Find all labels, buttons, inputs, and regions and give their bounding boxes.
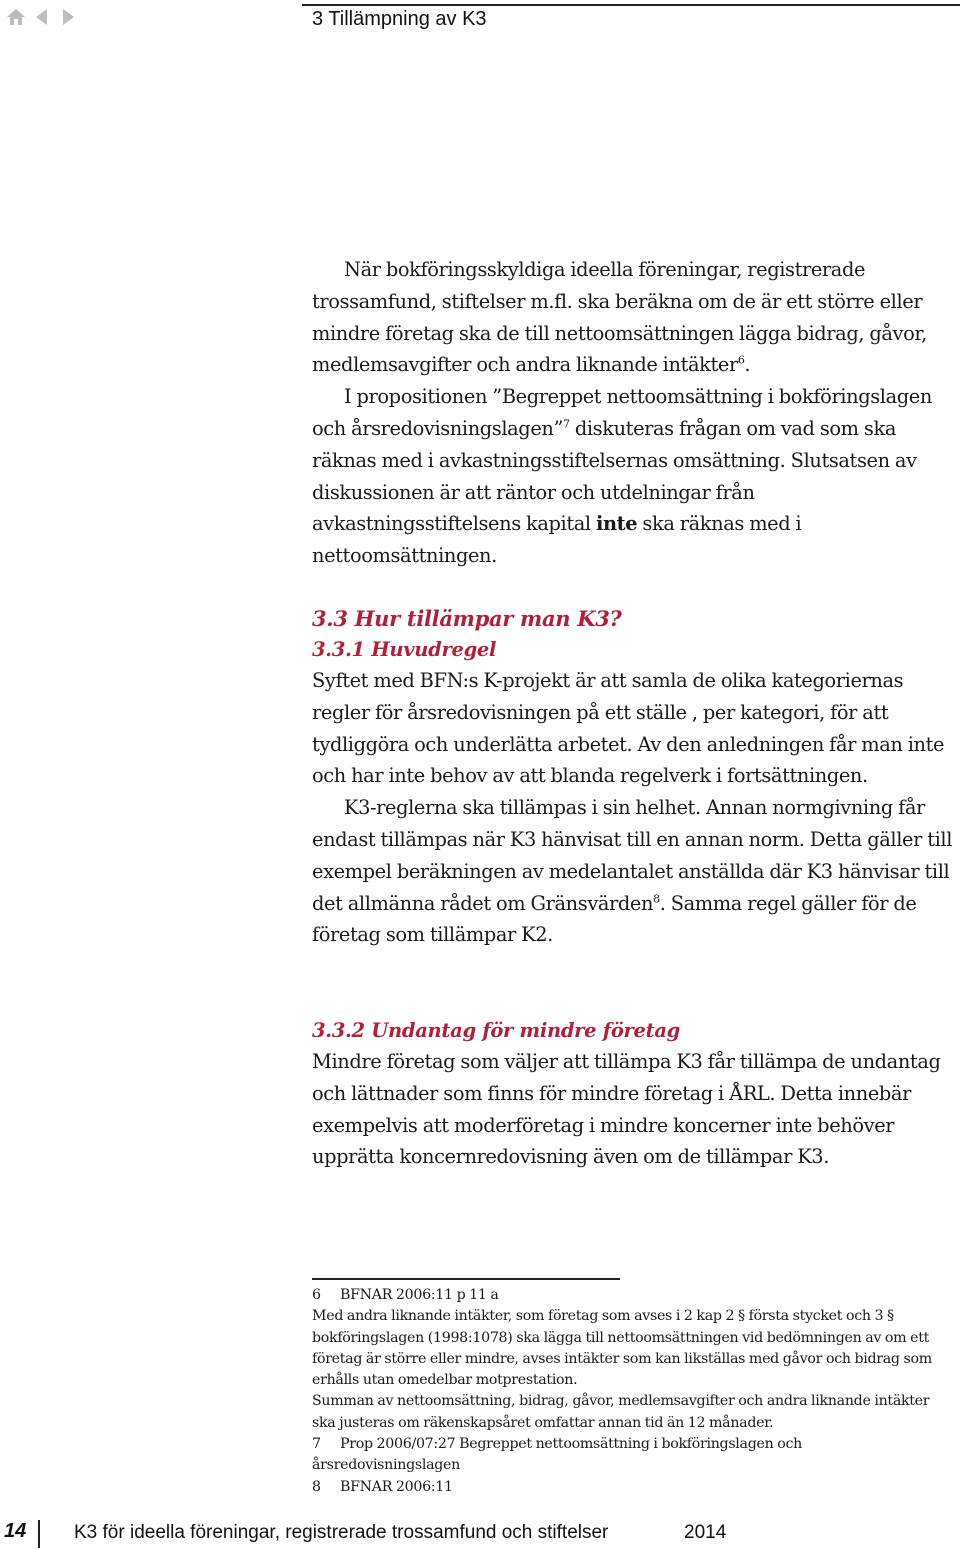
page-number: 14 xyxy=(4,1520,27,1542)
section-heading: 3.3 Hur tillämpar man K3? xyxy=(312,606,622,631)
subsection-heading: 3.3.1 Huvudregel xyxy=(312,638,497,661)
paragraph-intro xyxy=(312,254,952,381)
main-content xyxy=(312,254,952,572)
footnote-8 xyxy=(312,1477,952,1498)
footnote-number: 8 xyxy=(312,1478,321,1495)
emphasis-text: inte xyxy=(595,512,638,536)
footnote-title: BFNAR 2006:11 p 11 a xyxy=(340,1287,499,1303)
footnote-ref-8[interactable]: 8 xyxy=(653,892,660,906)
footnotes xyxy=(312,1285,952,1498)
footnote-text: BFNAR 2006:11 xyxy=(340,1478,453,1495)
footnote-number: 7 xyxy=(312,1436,321,1453)
footer-title: K3 för ideella föreningar, registrerade trossamfund och stiftelser xyxy=(74,1522,609,1543)
paragraph-text: K3-reglerna ska tillämpas i sin helhet. Annan normgivning får endast tillämpas när K3 hänvisat till en annan norm. Detta gäller till exempel beräkningen av medelantalet anställda där K3 hänvisar till det allmänna rådet om Gränsvärden xyxy=(312,796,953,915)
footnote-text: Prop 2006/07:27 Begreppet nettoomsättning i bokföringslagen och årsredovisningslagen xyxy=(312,1436,802,1474)
triangle-right-icon[interactable] xyxy=(58,7,78,27)
paragraph-text: . Samma regel gäller för de företag som tillämpar K2. xyxy=(312,891,917,947)
paragraph-main-rule: Syftet med BFN:s K-projekt är att samla de olika kategoriernas regler för årsredovisningen på ett ställe , per kategori, för att tydliggöra och underlätta arbetet. Av den anledningen får man inte och har inte behov av att blanda regelverk i fortsättningen. xyxy=(312,669,945,788)
subsection-heading: 3.3.2 Undantag för mindre företag xyxy=(312,1019,680,1042)
footer-year: 2014 xyxy=(684,1522,727,1543)
section-3-3-2 xyxy=(312,1015,952,1173)
triangle-left-icon[interactable] xyxy=(32,7,52,27)
section-3-3 xyxy=(312,603,952,951)
page-footer xyxy=(0,1520,960,1548)
paragraph-k3-rules xyxy=(312,792,952,951)
paragraph-text: diskuteras frågan om vad som ska räknas med i avkastningsstiftelsernas omsättning. Slutsatsen av diskussionen är att räntor och utdelningar från avkastningsstiftelsens kapital xyxy=(312,416,917,536)
home-icon[interactable] xyxy=(6,7,26,27)
footnote-rule xyxy=(312,1278,620,1280)
paragraph-text: När bokföringsskyldiga ideella föreningar, registrerade trossamfund, stiftelser m.fl. ska beräkna om de är ett större eller mindre företag ska de till nettoomsättningen lägga bidrag, gåvor, medlemsavgifter och andra liknande intäkter xyxy=(312,258,927,377)
header-rule xyxy=(302,4,960,6)
footnote-6-text: Summan av nettoomsättning, bidrag, gåvor, medlemsavgifter och andra liknande intäkter ska justeras om räkenskapsåret omfattar annan tid än 12 månader. xyxy=(312,1393,930,1431)
paragraph-text: I propositionen ”Begreppet nettoomsättning i bokföringslagen och årsredovisningslagen” xyxy=(312,385,932,440)
chapter-title: 3 Tillämpning av K3 xyxy=(312,8,487,30)
navigation-bar xyxy=(6,6,78,28)
footnote-ref-7[interactable]: 7 xyxy=(563,417,570,431)
paragraph-proposition xyxy=(312,381,952,572)
paragraph-exceptions: Mindre företag som väljer att tillämpa K3 får tillämpa de undantag och lättnader som finns för mindre företag i ÅRL. Detta innebär exempelvis att moderföretag i mindre koncerner inte behöver upprätta koncernredovisning även om de tillämpar K3. xyxy=(312,1050,941,1169)
paragraph-text: . xyxy=(744,353,751,377)
footnote-number: 6 xyxy=(312,1287,321,1303)
footnote-6-text: Med andra liknande intäkter, som företag som avses i 2 kap 2 § första stycket och 3 § bokföringslagen (1998:1078) ska lägga till nettoomsättningen vid bedömningen av om ett företag är större eller mindre, avses intäkter som kan likställas med gåvor och bidrag som erhålls utan omedelbar motprestation. xyxy=(312,1308,932,1389)
footnote-6 xyxy=(312,1285,952,1306)
footer-divider xyxy=(38,1520,40,1548)
footnote-7 xyxy=(312,1434,952,1477)
footnote-ref-6[interactable]: 6 xyxy=(737,353,745,367)
paragraph-text: ska räknas med i nettoomsättningen. xyxy=(312,512,802,568)
